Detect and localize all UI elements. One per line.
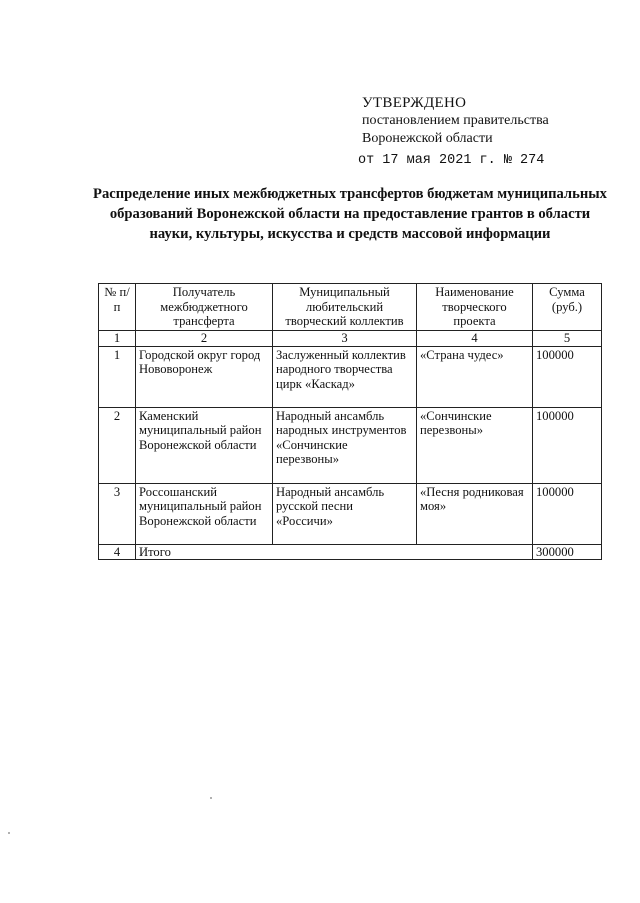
header-sum: Сумма (руб.) (533, 284, 602, 331)
row-project: «Страна чудес» (417, 346, 533, 407)
approval-title: УТВЕРЖДЕНО (362, 95, 467, 111)
column-number: 5 (533, 331, 602, 347)
approval-date: от 17 мая 2021 г. № 274 (358, 153, 545, 168)
approval-line-2: Воронежской области (362, 131, 493, 146)
row-number: 2 (99, 407, 136, 483)
column-number: 2 (136, 331, 273, 347)
table-row (99, 483, 602, 544)
column-number: 4 (417, 331, 533, 347)
approval-stamp (358, 94, 622, 170)
transfers-table (98, 283, 602, 560)
row-number: 1 (99, 346, 136, 407)
row-sum: 100000 (533, 346, 602, 407)
total-number: 4 (99, 544, 136, 560)
column-number: 3 (273, 331, 417, 347)
row-collective: Заслуженный коллектив народного творчества цирк «Каскад» (273, 346, 417, 407)
header-collective: Муниципальный любительский творческий коллектив (273, 284, 417, 331)
row-recipient: Городской округ город Нововоронеж (136, 346, 273, 407)
header-recipient: Получатель межбюджетного трансферта (136, 284, 273, 331)
row-recipient: Россошанский муниципальный район Воронежской области (136, 483, 273, 544)
scan-speck (210, 797, 212, 799)
table-header-row (99, 284, 602, 331)
row-recipient: Каменский муниципальный район Воронежской области (136, 407, 273, 483)
table-row (99, 346, 602, 407)
total-label: Итого (136, 544, 533, 560)
row-number: 3 (99, 483, 136, 544)
table-row (99, 407, 602, 483)
row-project: «Песня родниковая моя» (417, 483, 533, 544)
approval-line-1: постановлением правительства (362, 113, 549, 128)
row-project: «Сончинские перезвоны» (417, 407, 533, 483)
row-sum: 100000 (533, 483, 602, 544)
total-row (99, 544, 602, 560)
row-sum: 100000 (533, 407, 602, 483)
row-collective: Народный ансамбль русской песни «Россичи» (273, 483, 417, 544)
header-project: Наименование творческого проекта (417, 284, 533, 331)
scan-speck (8, 832, 10, 834)
document-heading: Распределение иных межбюджетных трансфертов бюджетам муниципальных образований Воронежской области на предоставление грантов в области науки, культуры, искусства и средств массовой информации (93, 186, 607, 242)
column-number: 1 (99, 331, 136, 347)
total-sum: 300000 (533, 544, 602, 560)
row-collective: Народный ансамбль народных инструментов «Сончинские перезвоны» (273, 407, 417, 483)
column-numbers-row (99, 331, 602, 347)
header-number: № п/п (99, 284, 136, 331)
